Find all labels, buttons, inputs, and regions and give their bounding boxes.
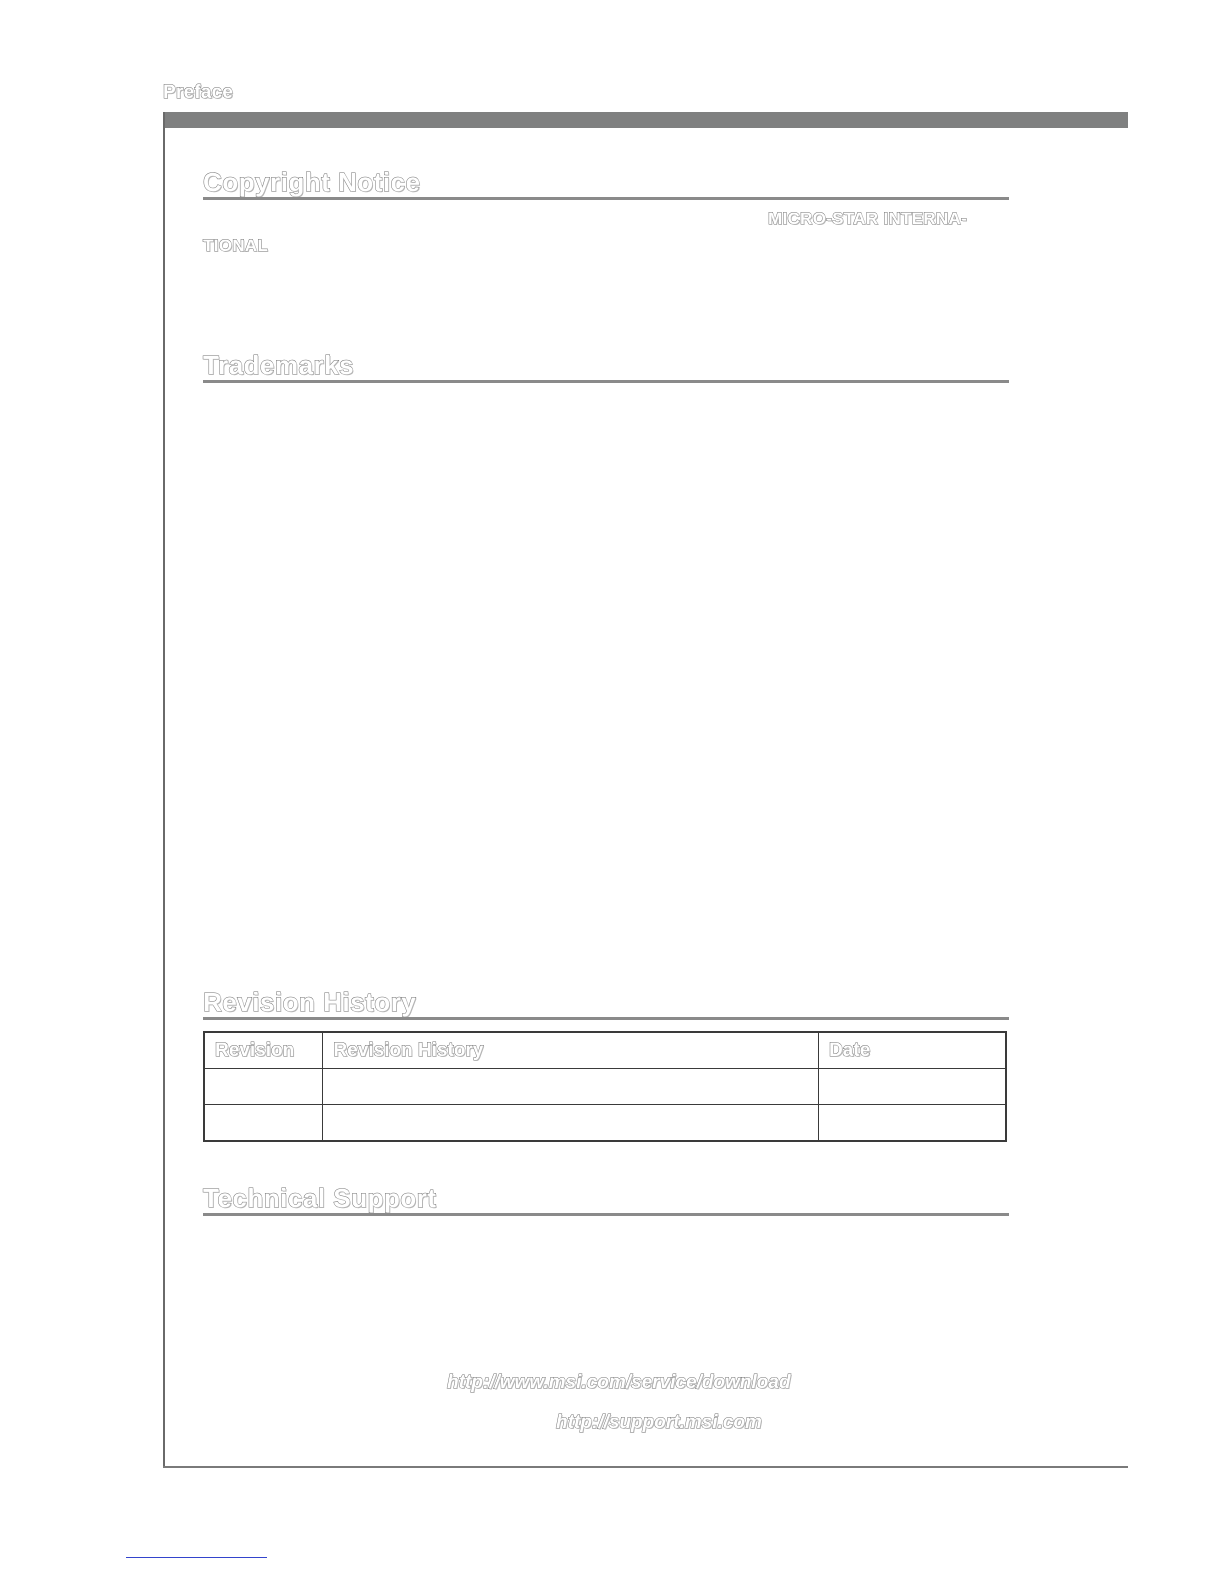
- table-row: [204, 1105, 1006, 1142]
- trademarks-title: Trademarks: [203, 350, 354, 380]
- bottom-rule: [163, 1466, 1128, 1468]
- revision-history-table: [203, 1031, 1007, 1142]
- technical-support-rule: [203, 1213, 1009, 1216]
- technical-support-title: Technical Support: [203, 1183, 437, 1213]
- column-header-revision-history: Revision History: [323, 1032, 819, 1069]
- table-cell: [204, 1105, 323, 1142]
- table-cell: [204, 1069, 323, 1105]
- table-cell: [323, 1069, 819, 1105]
- copyright-notice-title: Copyright Notice: [203, 167, 421, 197]
- company-name-line2: TIONAL: [203, 236, 269, 255]
- revision-history-title: Revision History: [203, 987, 417, 1017]
- table-cell: [818, 1105, 1006, 1142]
- footer-link-underline[interactable]: [126, 1557, 267, 1558]
- revision-history-rule: [203, 1017, 1009, 1020]
- support-link[interactable]: http://support.msi.com: [556, 1412, 762, 1433]
- download-link[interactable]: http://www.msi.com/service/download: [447, 1372, 791, 1393]
- table-row: [204, 1069, 1006, 1105]
- column-header-revision: Revision: [204, 1032, 323, 1069]
- table-cell: [323, 1105, 819, 1142]
- running-header: Preface: [163, 82, 234, 103]
- table-cell: [818, 1069, 1006, 1105]
- column-header-date: Date: [818, 1032, 1006, 1069]
- header-bar: [163, 112, 1128, 128]
- copyright-notice-rule: [203, 197, 1009, 200]
- left-margin-rule: [163, 112, 165, 1468]
- table-header-row: [204, 1032, 1006, 1069]
- company-name-line1: MICRO-STAR INTERNA-: [768, 209, 967, 228]
- trademarks-rule: [203, 380, 1009, 383]
